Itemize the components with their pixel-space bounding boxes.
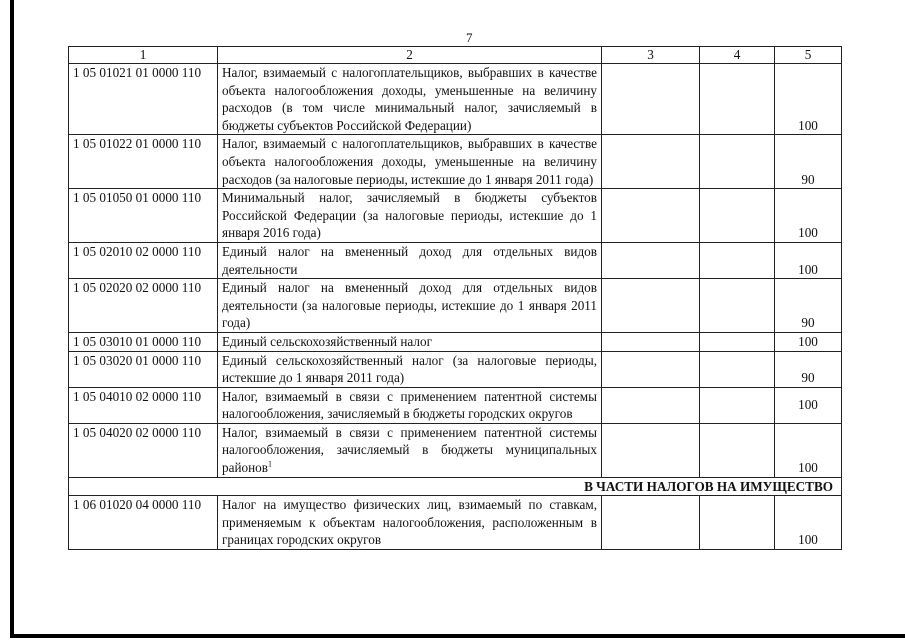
allocation-percent: 100 [775, 423, 842, 477]
column-4-value [700, 423, 775, 477]
budget-classification-code: 1 05 02010 02 0000 110 [69, 242, 218, 278]
revenue-description: Налог, взимаемый в связи с применением патентной системы налогообложения, зачисляемый в бюджеты городских округов [222, 388, 597, 422]
revenue-description: Налог, взимаемый в связи с применением патентной системы налогообложения, зачисляемый в бюджеты муниципальных районов [222, 424, 597, 476]
column-4-value [700, 135, 775, 189]
table-row [69, 496, 842, 550]
page-border-bottom [10, 634, 905, 638]
column-4-value [700, 242, 775, 278]
revenue-description-cell [218, 64, 602, 135]
allocation-percent: 100 [775, 387, 842, 423]
allocation-percent: 100 [775, 496, 842, 550]
table-body [69, 64, 842, 550]
revenue-description-cell [218, 332, 602, 351]
column-header-5: 5 [775, 47, 842, 64]
column-3-value [602, 332, 700, 351]
table-row [69, 351, 842, 387]
revenue-description-cell [218, 189, 602, 243]
revenue-description: Налог, взимаемый с налогоплательщиков, выбравших в качестве объекта налогообложения доходы, уменьшенные на величину расходов (за налоговые периоды, истекшие до 1 января 2011 года) [222, 136, 597, 187]
column-3-value [602, 64, 700, 135]
revenue-description-cell [218, 351, 602, 387]
allocation-percent: 100 [775, 332, 842, 351]
allocation-percent: 100 [775, 189, 842, 243]
section-header-row [69, 477, 842, 496]
allocation-percent: 90 [775, 135, 842, 189]
revenue-allocation-table [68, 46, 842, 550]
table-row [69, 387, 842, 423]
footnote-marker: 1 [267, 459, 272, 469]
budget-classification-code: 1 05 04020 02 0000 110 [69, 423, 218, 477]
revenue-description-cell [218, 135, 602, 189]
column-3-value [602, 351, 700, 387]
table-row [69, 135, 842, 189]
table-row [69, 332, 842, 351]
column-3-value [602, 242, 700, 278]
budget-classification-code: 1 05 01021 01 0000 110 [69, 64, 218, 135]
page-number: 7 [466, 30, 473, 45]
table-row [69, 242, 842, 278]
allocation-percent: 100 [775, 64, 842, 135]
budget-classification-code: 1 05 03020 01 0000 110 [69, 351, 218, 387]
column-header-3: 3 [602, 47, 700, 64]
revenue-description-cell [218, 496, 602, 550]
allocation-percent: 100 [775, 242, 842, 278]
page-border-left [10, 0, 14, 638]
revenue-description-cell [218, 242, 602, 278]
allocation-percent: 90 [775, 351, 842, 387]
table-header-row [69, 47, 842, 64]
table-row [69, 189, 842, 243]
revenue-description: Налог, взимаемый с налогоплательщиков, выбравших в качестве объекта налогообложения доходы, уменьшенные на величину расходов (в том числе минимальный налог, зачисляемый в бюджеты субъектов Российской Федерации) [222, 65, 597, 133]
column-4-value [700, 332, 775, 351]
revenue-description: Налог на имущество физических лиц, взимаемый по ставкам, применяемым к объектам налогообложения, расположенным в границах городских округов [222, 497, 597, 548]
budget-classification-code: 1 05 01022 01 0000 110 [69, 135, 218, 189]
table-row [69, 423, 842, 477]
table-row [69, 64, 842, 135]
column-header-1: 1 [69, 47, 218, 64]
budget-classification-code: 1 06 01020 04 0000 110 [69, 496, 218, 550]
column-4-value [700, 279, 775, 333]
column-4-value [700, 64, 775, 135]
column-4-value [700, 496, 775, 550]
column-4-value [700, 387, 775, 423]
revenue-description: Единый сельскохозяйственный налог [222, 333, 432, 349]
column-3-value [602, 496, 700, 550]
column-4-value [700, 189, 775, 243]
column-3-value [602, 423, 700, 477]
column-header-4: 4 [700, 47, 775, 64]
section-title: В ЧАСТИ НАЛОГОВ НА ИМУЩЕСТВО [69, 477, 842, 496]
revenue-description: Единый налог на вмененный доход для отдельных видов деятельности [222, 243, 597, 277]
revenue-description: Единый сельскохозяйственный налог (за налоговые периоды, истекшие до 1 января 2011 года) [222, 352, 597, 386]
column-header-2: 2 [218, 47, 602, 64]
revenue-description-cell [218, 279, 602, 333]
revenue-description: Минимальный налог, зачисляемый в бюджеты субъектов Российской Федерации (за налоговые периоды, истекшие до 1 января 2016 года) [222, 190, 597, 241]
allocation-percent: 90 [775, 279, 842, 333]
column-3-value [602, 387, 700, 423]
budget-classification-code: 1 05 02020 02 0000 110 [69, 279, 218, 333]
column-3-value [602, 189, 700, 243]
column-3-value [602, 135, 700, 189]
column-4-value [700, 351, 775, 387]
revenue-description: Единый налог на вмененный доход для отдельных видов деятельности (за налоговые периоды, истекшие до 1 января 2011 года) [222, 280, 597, 331]
budget-classification-code: 1 05 04010 02 0000 110 [69, 387, 218, 423]
column-3-value [602, 279, 700, 333]
revenue-description-cell [218, 423, 602, 477]
budget-classification-code: 1 05 01050 01 0000 110 [69, 189, 218, 243]
table-row [69, 279, 842, 333]
budget-classification-code: 1 05 03010 01 0000 110 [69, 332, 218, 351]
revenue-description-cell [218, 387, 602, 423]
